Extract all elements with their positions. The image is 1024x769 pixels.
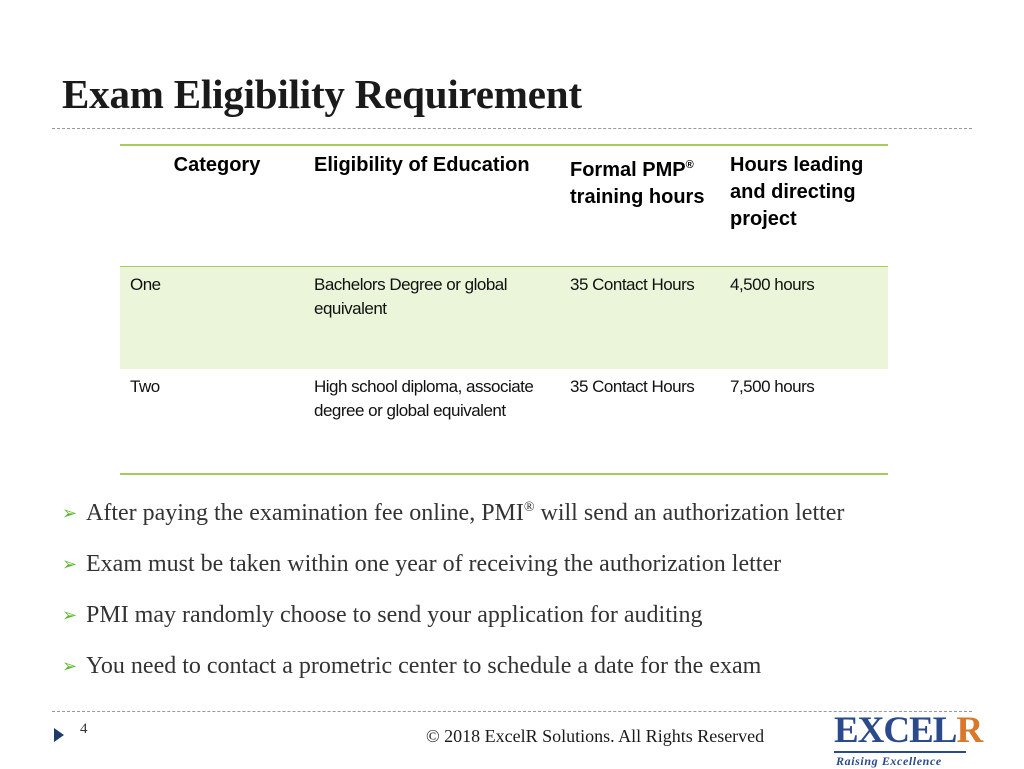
bullet-list: [62, 488, 992, 692]
logo-brand-main: EXCEL: [834, 710, 957, 751]
registered-mark: ®: [523, 500, 535, 515]
header-category: Category: [173, 154, 261, 176]
logo-wordmark: [834, 710, 983, 751]
table-row: [120, 267, 888, 369]
excelr-logo: [834, 710, 983, 768]
table-header-row: [120, 146, 888, 267]
bullet-text-end: will send an authorization letter: [534, 500, 845, 526]
bullet-item: [62, 488, 992, 539]
cell-education: High school diploma, associate degree or global equivalent: [314, 377, 534, 420]
bullet-text-start: After paying the examination fee online, PMI: [86, 500, 524, 526]
copyright-footer: © 2018 ExcelR Solutions. All Rights Reserved: [426, 726, 765, 746]
table-row: [120, 369, 888, 473]
eligibility-table: [120, 144, 888, 475]
bullet-text: PMI may randomly choose to send your application for auditing: [86, 602, 703, 628]
logo-tagline: Raising Excellence: [836, 754, 942, 768]
bullet-text: [86, 500, 844, 527]
cell-category: Two: [130, 377, 160, 396]
arrow-bullet-icon: ➢: [62, 656, 78, 677]
registered-mark: ®: [685, 159, 694, 171]
header-training: [570, 146, 730, 266]
arrow-bullet-icon: ➢: [62, 554, 78, 575]
cell-training: 35 Contact Hours: [570, 275, 695, 294]
header-hours: Hours leading and directing project: [730, 154, 864, 230]
bullet-item: [62, 590, 992, 641]
cell-training: 35 Contact Hours: [570, 377, 695, 396]
slide-title: Exam Eligibility Requirement: [62, 71, 582, 117]
header-training-label-rest: training hours: [570, 186, 705, 208]
cell-category: One: [130, 275, 161, 294]
header-education: Eligibility of Education: [314, 154, 530, 176]
logo-brand-accent: R: [956, 710, 983, 751]
logo-underline: [834, 751, 966, 753]
arrow-bullet-icon: ➢: [62, 503, 78, 524]
title-divider: [52, 128, 972, 129]
header-training-label: Formal PMP: [570, 159, 686, 181]
cell-education: Bachelors Degree or global equivalent: [314, 275, 508, 318]
bullet-item: [62, 641, 992, 692]
triangle-marker-icon: [54, 728, 64, 742]
arrow-bullet-icon: ➢: [62, 605, 78, 626]
bullet-text: Exam must be taken within one year of receiving the authorization letter: [86, 551, 782, 577]
page-number: 4: [80, 721, 88, 737]
cell-hours: 4,500 hours: [730, 275, 815, 294]
bullet-item: [62, 539, 992, 590]
cell-hours: 7,500 hours: [730, 377, 815, 396]
bullet-text: You need to contact a prometric center to schedule a date for the exam: [86, 653, 762, 679]
